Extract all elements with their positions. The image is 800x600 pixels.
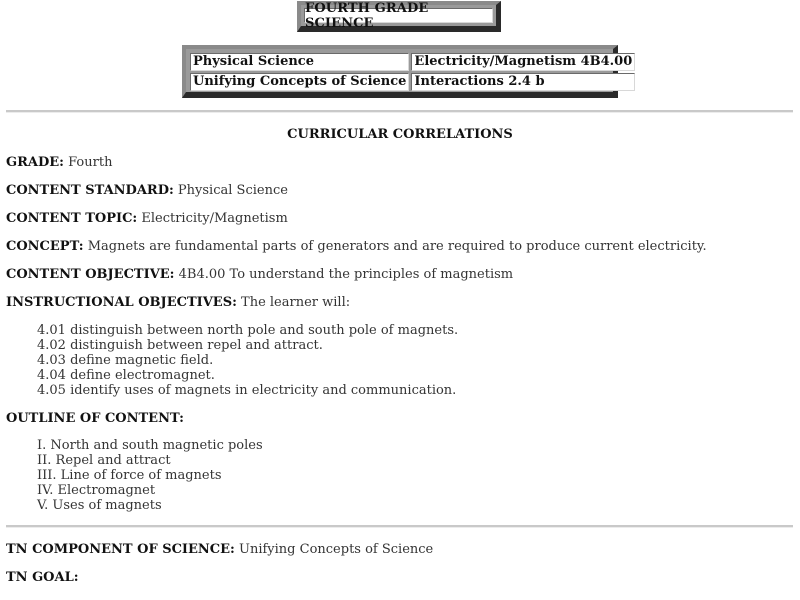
- table-cell-standard: Electricity/Magnetism 4B4.00: [411, 53, 635, 71]
- concept-field: [6, 239, 707, 254]
- field-value: Magnets are fundamental parts of generators and are required to produce current electricity.: [87, 239, 707, 254]
- grade-field: [6, 155, 112, 170]
- table-row: [190, 73, 635, 91]
- list-item: II. Repel and attract: [37, 453, 171, 468]
- field-label: CONTENT OBJECTIVE:: [6, 267, 175, 282]
- field-label: TN GOAL:: [6, 570, 79, 585]
- horizontal-divider: [6, 525, 793, 528]
- list-item: IV. Electromagnet: [37, 483, 156, 498]
- list-item: V. Uses of magnets: [37, 498, 162, 513]
- content-objective-field: [6, 267, 513, 282]
- list-item: 4.05 identify uses of magnets in electricity and communication.: [37, 383, 457, 398]
- tn-component-field: [6, 542, 433, 557]
- correlation-table-frame: [182, 45, 633, 98]
- outline-of-content-field: [6, 411, 184, 426]
- section-heading: CURRICULAR CORRELATIONS: [287, 127, 513, 142]
- instructional-objectives-list: [37, 323, 458, 398]
- field-value: Physical Science: [177, 183, 288, 198]
- field-label: TN COMPONENT OF SCIENCE:: [6, 542, 235, 557]
- page-title: FOURTH GRADE SCIENCE: [304, 8, 493, 23]
- title-box: [297, 1, 501, 32]
- table-cell-standard: Interactions 2.4 b: [411, 73, 635, 91]
- field-value: Electricity/Magnetism: [141, 211, 288, 226]
- outline-list: [37, 438, 263, 513]
- content-topic-field: [6, 211, 288, 226]
- field-label: GRADE:: [6, 155, 64, 170]
- field-label: CONTENT TOPIC:: [6, 211, 138, 226]
- correlation-table: [188, 51, 637, 93]
- instructional-objectives-field: [6, 295, 350, 310]
- table-cell-strand: Unifying Concepts of Science: [190, 73, 409, 91]
- list-item: I. North and south magnetic poles: [37, 438, 263, 453]
- list-item: 4.03 define magnetic field.: [37, 353, 214, 368]
- list-item: III. Line of force of magnets: [37, 468, 222, 483]
- table-cell-strand: Physical Science: [190, 53, 409, 71]
- field-value: Unifying Concepts of Science: [239, 542, 434, 557]
- field-value: Fourth: [68, 155, 113, 170]
- field-value: The learner will:: [241, 295, 351, 310]
- field-label: CONTENT STANDARD:: [6, 183, 174, 198]
- field-value: 4B4.00 To understand the principles of magnetism: [178, 267, 514, 282]
- field-label: CONCEPT:: [6, 239, 84, 254]
- horizontal-divider: [6, 110, 793, 113]
- list-item: 4.01 distinguish between north pole and south pole of magnets.: [37, 323, 459, 338]
- list-item: 4.02 distinguish between repel and attract.: [37, 338, 323, 353]
- content-standard-field: [6, 183, 288, 198]
- tn-goal-field: [6, 570, 79, 585]
- field-label: OUTLINE OF CONTENT:: [6, 411, 184, 426]
- list-item: 4.04 define electromagnet.: [37, 368, 215, 383]
- table-row: [190, 53, 635, 71]
- field-label: INSTRUCTIONAL OBJECTIVES:: [6, 295, 237, 310]
